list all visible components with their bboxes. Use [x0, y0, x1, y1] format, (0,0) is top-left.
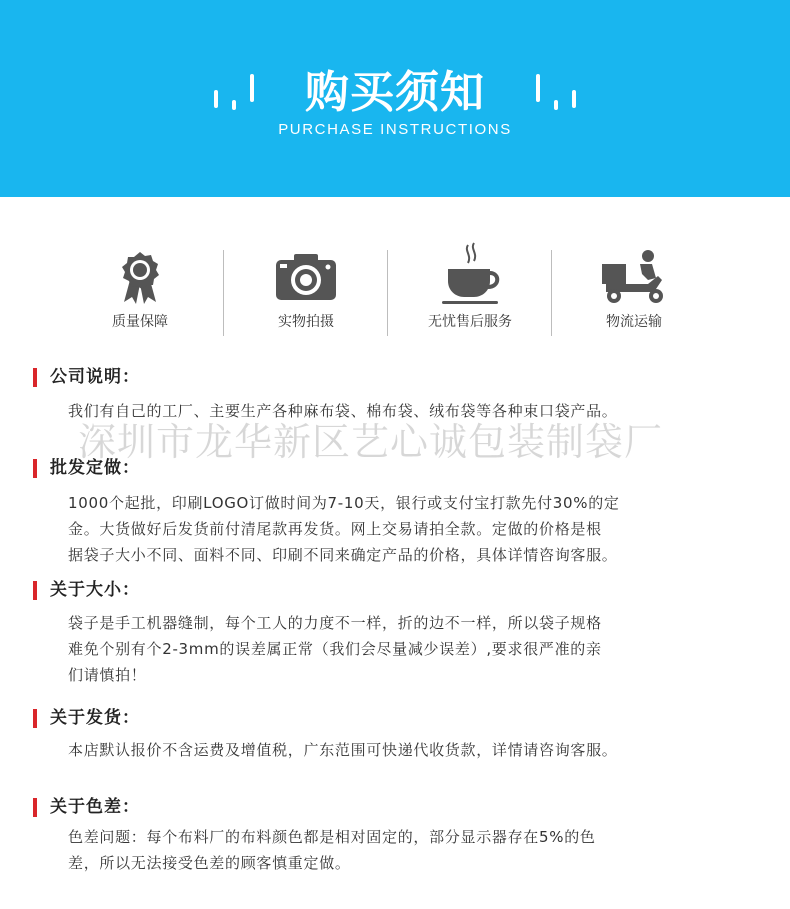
section-company-body [68, 398, 758, 424]
feature-label: 无忧售后服务 [428, 314, 512, 330]
text-line: 色差问题：每个布料厂的布料颜色都是相对固定的，部分显示器存在5%的色 [68, 828, 596, 846]
section-title: 关于大小： [50, 580, 140, 600]
text-line: 据袋子大小不同、面料不同、印刷不同来确定产品的价格，具体详情咨询客服。 [68, 546, 618, 564]
section-title: 公司说明： [50, 367, 140, 387]
page-subtitle: PURCHASE INSTRUCTIONS [278, 121, 512, 138]
section-title: 关于发货： [50, 708, 140, 728]
watermark-text: 深圳市龙华新区艺心诚包装制袋厂 [78, 420, 664, 464]
feature-label: 实物拍摄 [278, 314, 334, 330]
feature-logistics [554, 250, 714, 338]
divider [223, 250, 224, 336]
feature-row [60, 250, 730, 338]
text-line: 金。大货做好后发货前付清尾款再发货。网上交易请拍全款。定做的价格是根 [68, 520, 602, 538]
text-line: 本店默认报价不含运费及增值税，广东范围可快递代收货款，详情请咨询客服。 [68, 741, 618, 759]
feature-after-sales [390, 250, 550, 338]
section-marker [33, 581, 37, 600]
award-medal-icon [104, 250, 176, 306]
text-line: 袋子是手工机器缝制，每个工人的力度不一样，折的边不一样，所以袋子规格 [68, 614, 602, 632]
section-marker [33, 798, 37, 817]
section-wholesale-body [68, 490, 758, 568]
camera-icon [270, 250, 342, 306]
section-size-body [68, 610, 758, 688]
text-line: 我们有自己的工厂、主要生产各种麻布袋、棉布袋、绒布袋等各种束口袋产品。 [68, 402, 618, 420]
feature-quality [60, 250, 220, 338]
delivery-scooter-icon [598, 250, 670, 306]
section-color-body [68, 824, 758, 876]
coffee-cup-icon [434, 232, 506, 306]
section-title: 关于色差： [50, 797, 140, 817]
feature-photo [226, 250, 386, 338]
section-marker [33, 459, 37, 478]
divider [551, 250, 552, 336]
section-marker [33, 368, 37, 387]
page-title: 购买须知 [305, 67, 485, 118]
section-title: 批发定做： [50, 458, 140, 478]
text-line: 1000个起批，印刷LOGO订做时间为7-10天，银行或支付宝打款先付30%的定 [68, 494, 620, 512]
feature-label: 物流运输 [606, 314, 662, 330]
header-banner [0, 0, 790, 197]
section-shipping-body [68, 737, 758, 763]
divider [387, 250, 388, 336]
decorative-bars-right [534, 64, 584, 114]
text-line: 差，所以无法接受色差的顾客慎重定做。 [68, 854, 351, 872]
feature-label: 质量保障 [112, 314, 168, 330]
section-marker [33, 709, 37, 728]
text-line: 难免个别有个2-3mm的误差属正常（我们会尽量减少误差）,要求很严准的亲 [68, 640, 602, 658]
text-line: 们请慎拍！ [68, 666, 147, 684]
